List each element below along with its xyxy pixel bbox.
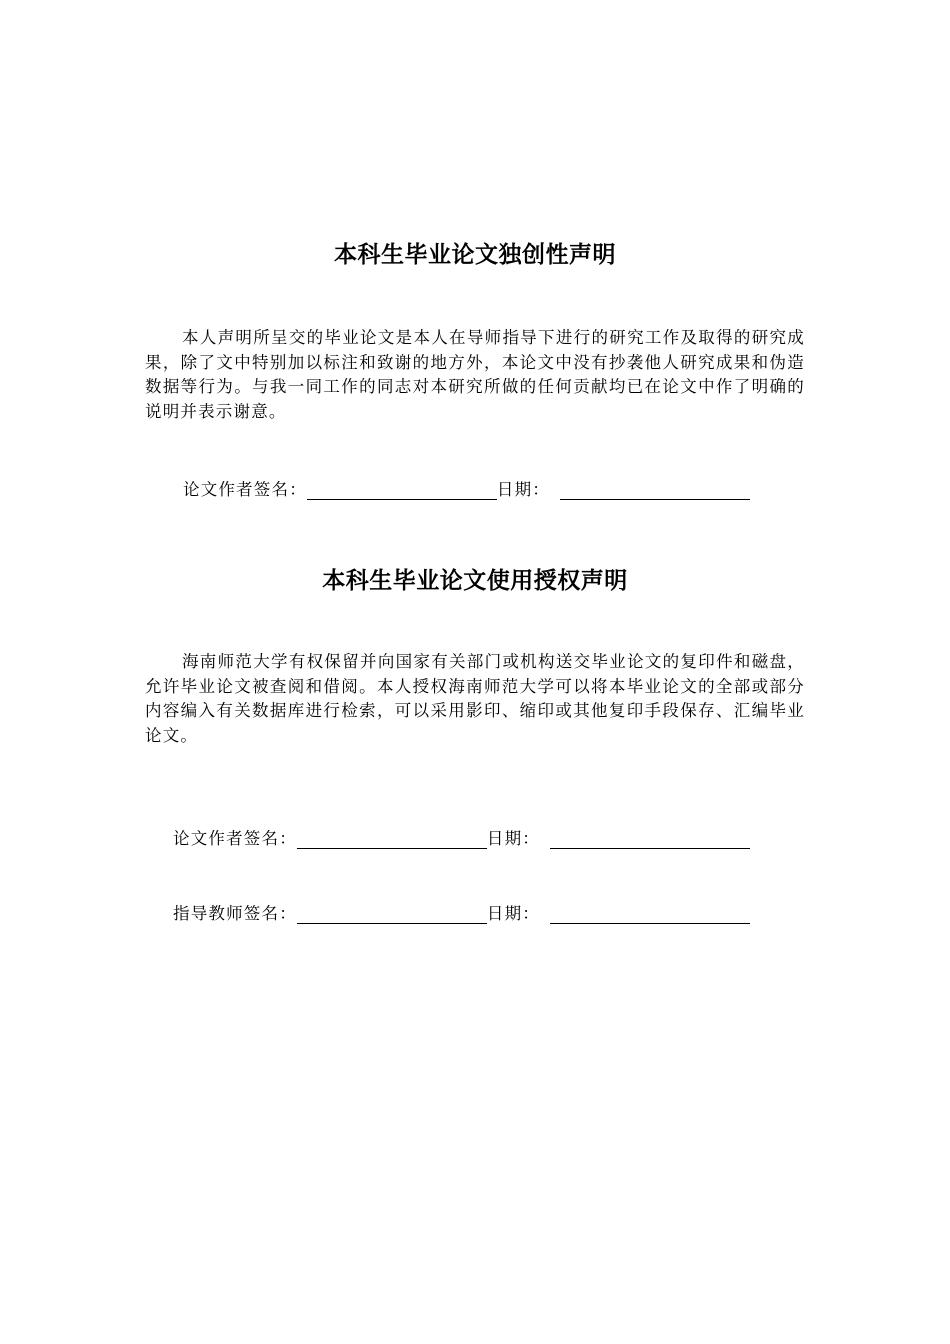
advisor-signature-label: 指导教师签名： [173,904,297,923]
author-signature-label: 论文作者签名： [173,829,297,848]
author-signature-line[interactable] [307,481,497,500]
date-label: 日期： [486,829,541,848]
date-line[interactable] [560,481,750,500]
authorization-author-signature-row [173,825,750,849]
date-line[interactable] [550,905,750,924]
author-signature-line[interactable] [297,830,487,849]
advisor-signature-line[interactable] [297,905,487,924]
authorization-title: 本科生毕业论文使用授权声明 [322,568,628,594]
date-label: 日期： [496,480,551,499]
date-label: 日期： [486,904,541,923]
originality-paragraph: 本人声明所呈交的毕业论文是本人在导师指导下进行的研究工作及取得的研究成果，除了文中特别加以标注和致谢的地方外，本论文中没有抄袭他人研究成果和伪造数据等行为。与我一同工作的同志对本研究所做的任何贡献均已在论文中作了明确的说明并表示谢意。 [145,328,805,421]
originality-signature-row [183,476,750,500]
originality-title: 本科生毕业论文独创性声明 [334,242,616,268]
authorization-paragraph: 海南师范大学有权保留并向国家有关部门或机构送交毕业论文的复印件和磁盘，允许毕业论文被查阅和借阅。本人授权海南师范大学可以将本毕业论文的全部或部分内容编入有关数据库进行检索，可以采用影印、缩印或其他复印手段保存、汇编毕业论文。 [145,652,805,745]
author-signature-label: 论文作者签名： [183,480,307,499]
date-line[interactable] [550,830,750,849]
advisor-signature-row [173,900,750,924]
